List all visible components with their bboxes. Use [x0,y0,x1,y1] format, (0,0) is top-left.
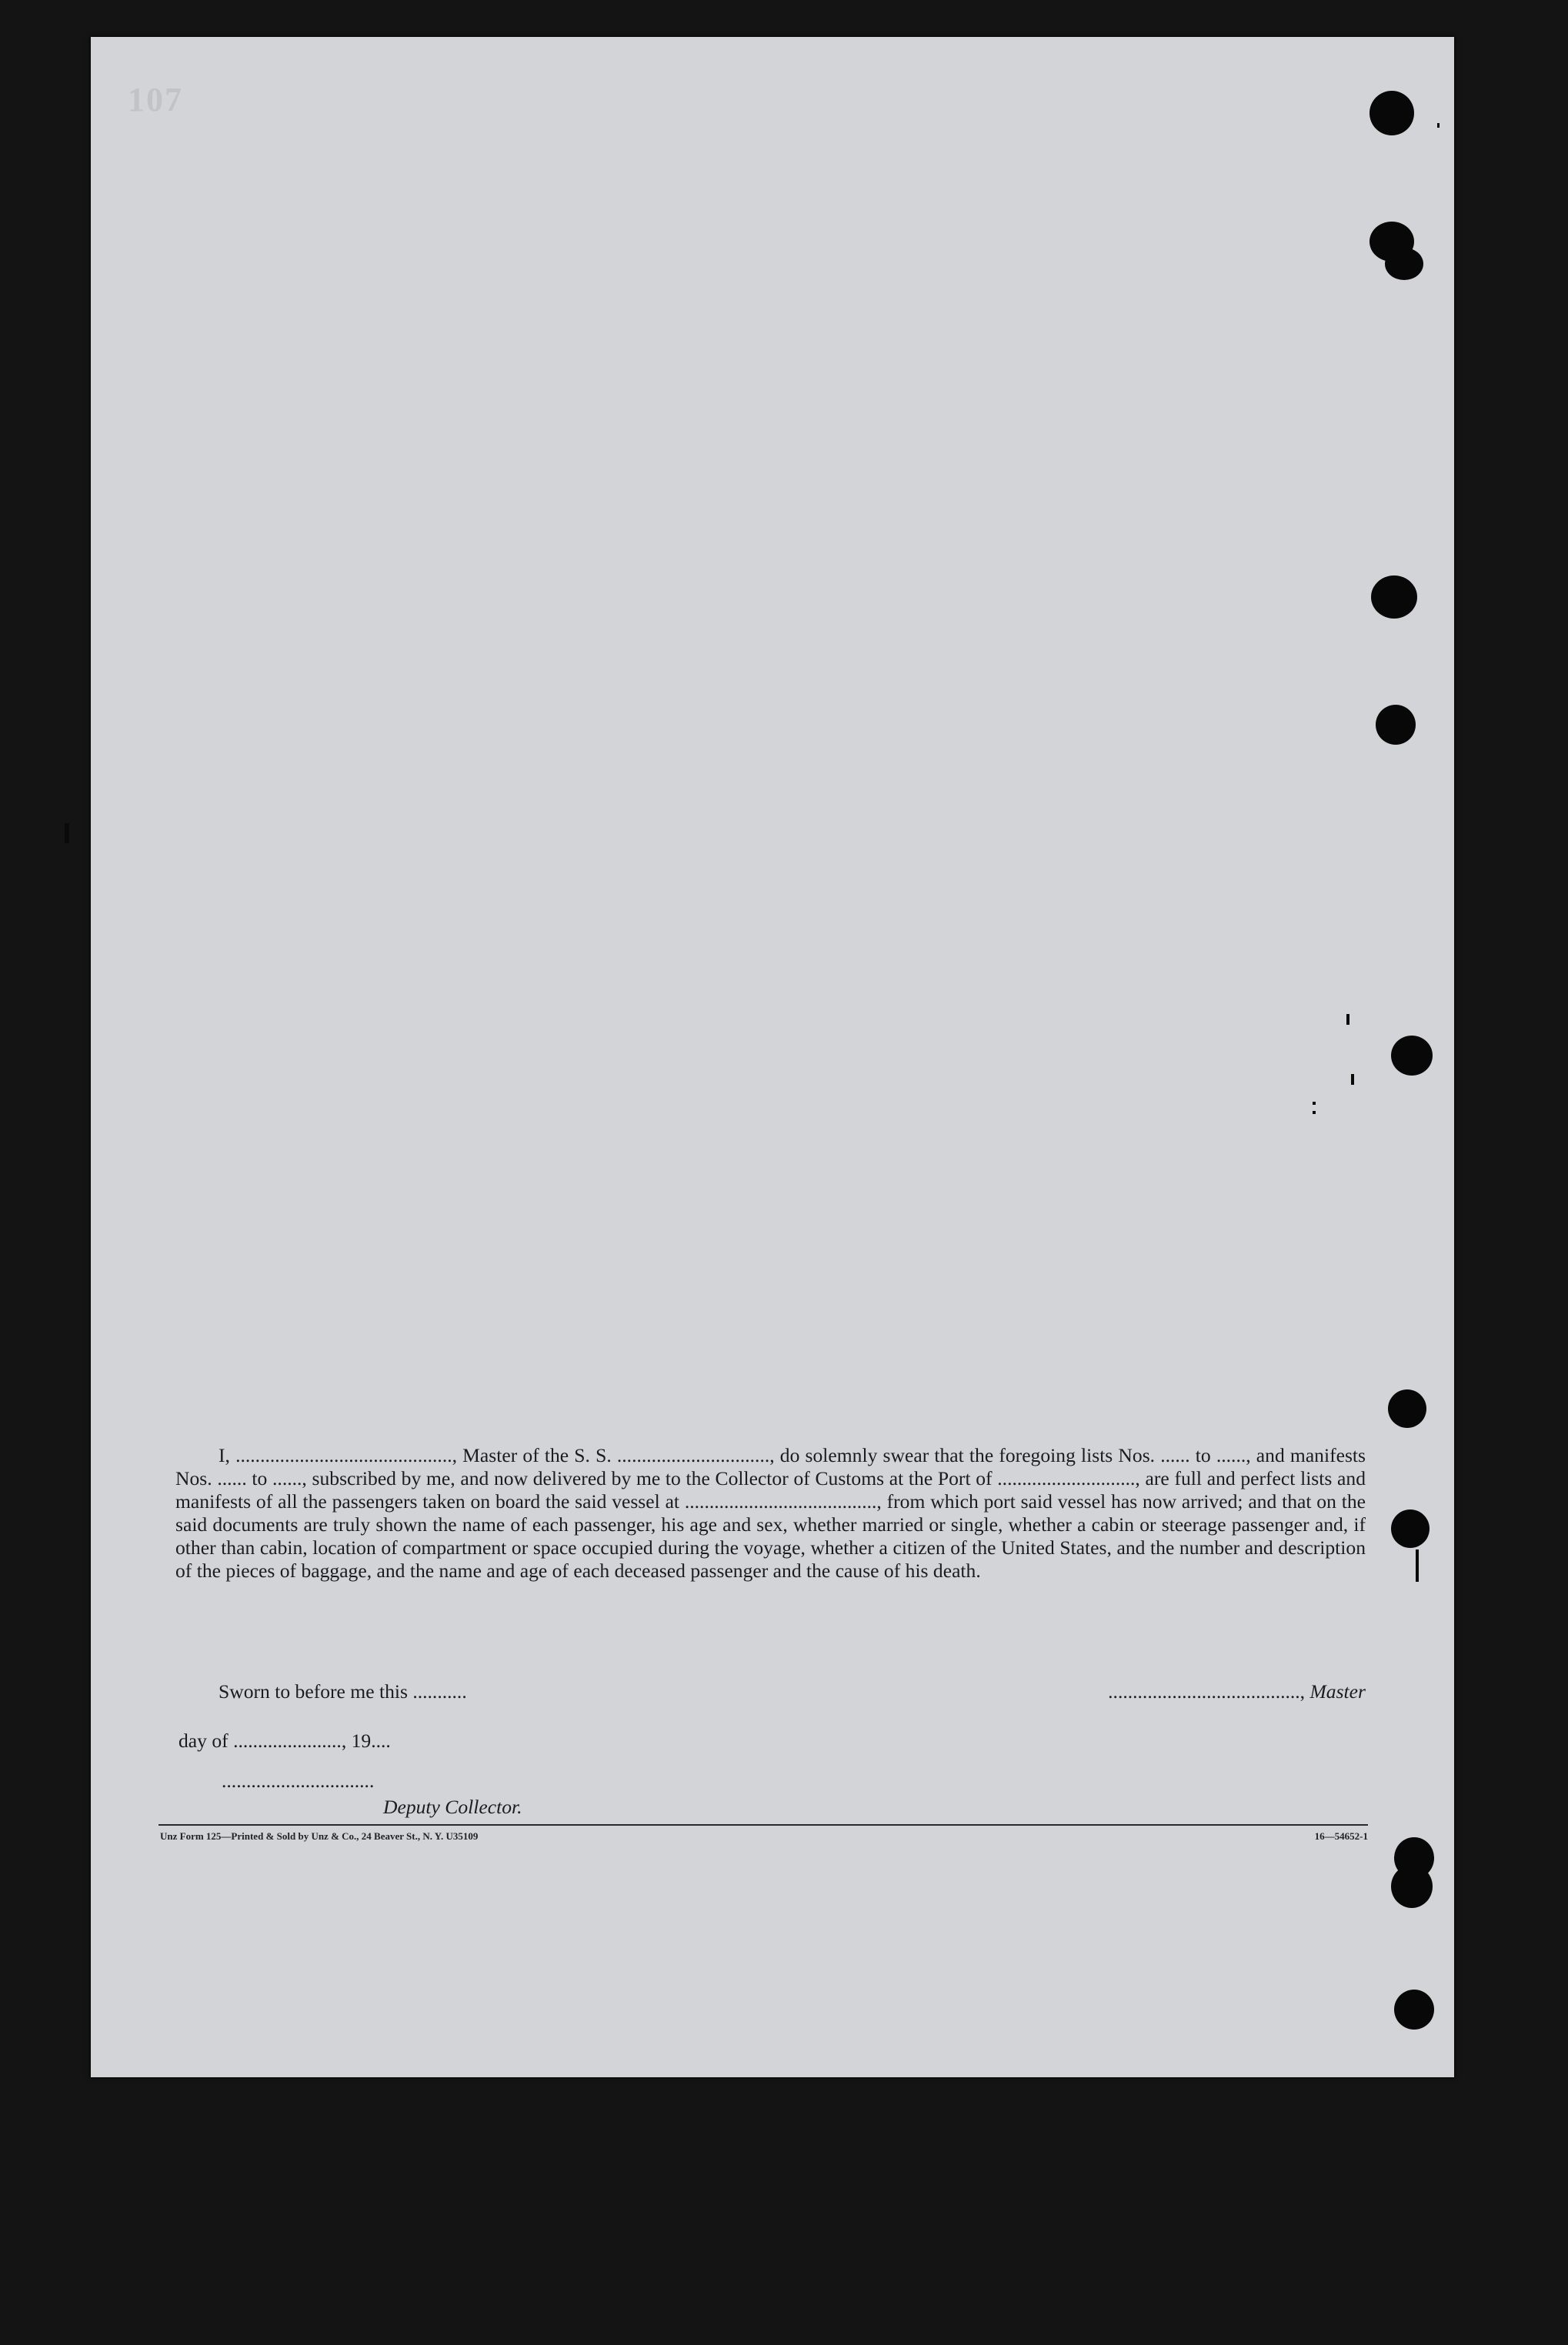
punch-hole [1385,248,1423,280]
form-imprint: Unz Form 125—Printed & Sold by Unz & Co., 24 Beaver St., N. Y. U35109 [160,1830,479,1842]
master-signature-dots: ......................................., [1108,1680,1306,1703]
punch-hole [1394,1990,1434,2030]
speck [1416,1549,1419,1582]
punch-hole [1388,1389,1426,1428]
bleed-through-page-number: 107 [128,81,183,118]
speck [1351,1074,1354,1085]
manifest-page [91,37,1454,2077]
punch-hole [1391,1865,1433,1908]
day-of-line: day of ......................, 19.... [178,1730,391,1752]
deputy-signature-dots: ............................... [222,1770,375,1792]
punch-hole [1391,1036,1433,1076]
deputy-collector-label: Deputy Collector. [383,1796,522,1818]
punch-hole [1376,705,1416,745]
punch-hole [1371,575,1417,619]
punch-hole [1369,91,1414,135]
punch-hole [1391,1509,1430,1548]
oath-paragraph: I, ............................................, Master of the S. S. ..............................., do solemnly swear that the foregoing lists Nos. ...... to ......, and manifests Nos. ...... to ......, subscribed by me, and now delivered by me to the Collector of Customs at the Port of ............................, are full and perfect lists and manifests of all the passengers taken on board the said vessel at ......................................., from which port said vessel has now arrived; and that on the said documents are truly shown the name of each passenger, his age and sex, whether married or single, whether a cabin or steerage passenger and, if other than cabin, location of compartment or space occupied during the voyage, whether a citizen of the United States, and the number and description of the pieces of baggage, and the name and age of each deceased passenger and the cause of his death. [175,1444,1366,1582]
speck [1313,1102,1316,1105]
sworn-before-me: Sworn to before me this ........... [219,1680,467,1703]
master-signature-line [1108,1680,1366,1703]
speck [1313,1111,1316,1114]
speck [1346,1014,1349,1025]
form-number: 16—54652-1 [1314,1830,1368,1842]
speck [65,823,69,843]
footer-rule [158,1824,1368,1826]
speck [1437,123,1440,128]
master-label: Master [1309,1680,1366,1703]
